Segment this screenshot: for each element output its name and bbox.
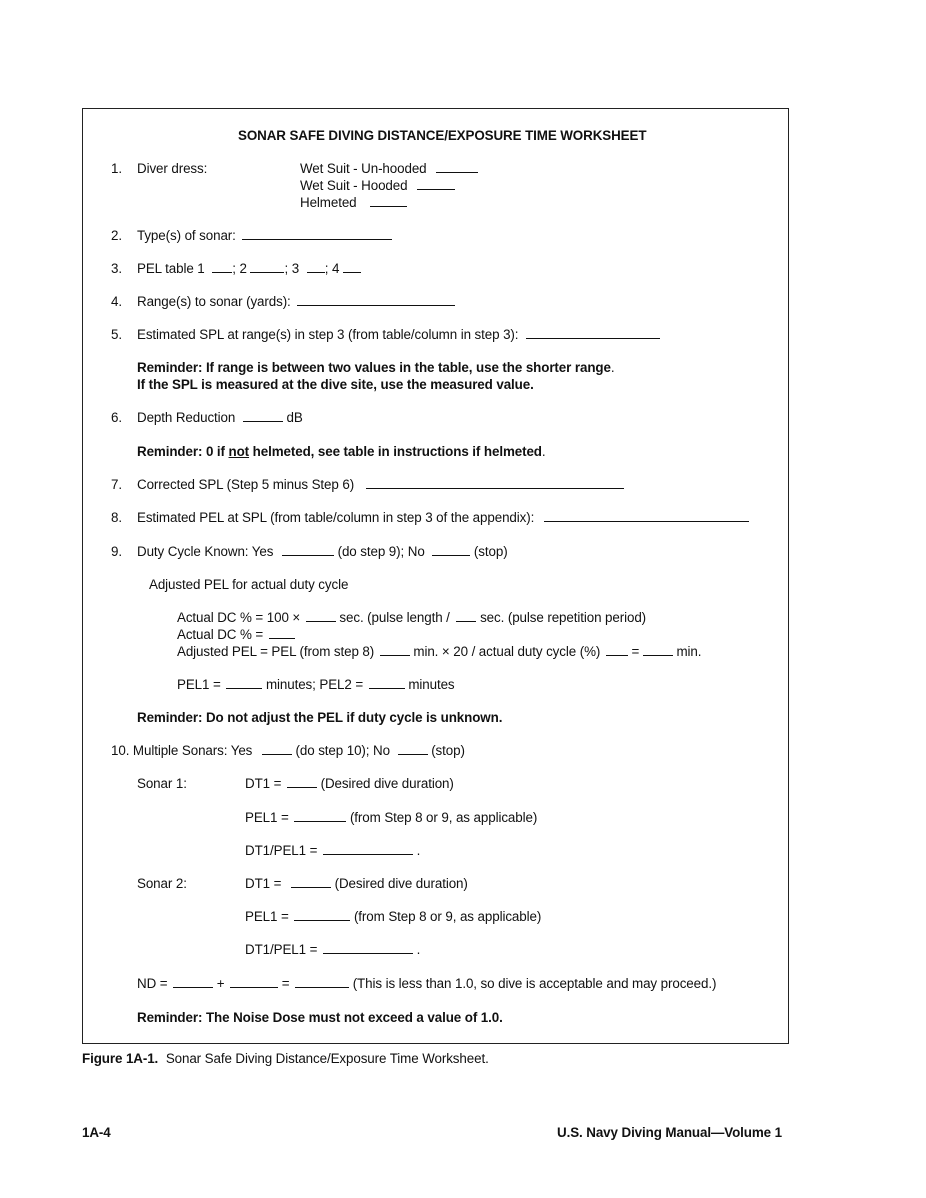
- sonar2-label: Sonar 2:: [137, 876, 187, 891]
- sonar1-pel-note: (from Step 8 or 9, as applicable): [349, 810, 538, 825]
- item4-row: [137, 294, 455, 310]
- sonar1-ratio-blank[interactable]: [323, 843, 413, 855]
- item3-number: 3.: [111, 261, 122, 276]
- nd-result-blank[interactable]: [295, 976, 349, 988]
- pulse-length-blank[interactable]: [306, 610, 336, 622]
- sonar2-pel-row: [245, 909, 541, 925]
- nd-term1-blank[interactable]: [173, 976, 213, 988]
- item6-row: [137, 410, 303, 426]
- figure-caption-number: Figure 1A-1.: [82, 1051, 159, 1066]
- hooded-blank[interactable]: [417, 178, 455, 190]
- sonar1-pel-label: PEL1 =: [245, 810, 289, 825]
- range-blank[interactable]: [297, 294, 455, 306]
- adjusted-pel-result-blank[interactable]: [643, 644, 673, 656]
- unhooded-blank[interactable]: [436, 161, 478, 173]
- item3-row: [137, 261, 361, 277]
- sonar1-dt-note: (Desired dive duration): [320, 776, 454, 791]
- sonar2-ratio-label: DT1/PEL1 =: [245, 942, 318, 957]
- pel-minutes-b: minutes; PEL2 =: [265, 677, 364, 692]
- item6-label: Depth Reduction: [137, 410, 236, 425]
- nd-label: ND =: [137, 976, 168, 991]
- nd-equals: =: [281, 976, 290, 991]
- reminder-depth-pre: Reminder: 0 if: [137, 444, 229, 459]
- figure-caption: [82, 1051, 489, 1067]
- item9-number: 9.: [111, 544, 122, 559]
- depth-reduction-blank[interactable]: [243, 410, 283, 422]
- noise-dose-row: [137, 976, 716, 992]
- dress-option-hooded: [300, 178, 455, 194]
- dc-line3-d: min.: [676, 644, 702, 659]
- item9-row: [137, 544, 508, 560]
- dc-line3-b: min. × 20 / actual duty cycle (%): [413, 644, 601, 659]
- dc-line3-a: Adjusted PEL = PEL (from step 8): [177, 644, 375, 659]
- pulse-period-blank[interactable]: [456, 610, 476, 622]
- pel-table2-blank[interactable]: [250, 261, 284, 273]
- sonar1-ratio-period: .: [416, 843, 421, 858]
- item7-row: [137, 477, 624, 493]
- item3-label: PEL table 1: [137, 261, 205, 276]
- dc-line1: [177, 610, 646, 626]
- sonar1-pel-row: [245, 810, 537, 826]
- sonar2-dt-note: (Desired dive duration): [334, 876, 468, 891]
- dress-option-hooded-label: Wet Suit - Hooded: [300, 178, 408, 193]
- sonar1-ratio-row: [245, 843, 420, 859]
- dress-option-helmeted: [300, 195, 407, 211]
- footer-manual-title: U.S. Navy Diving Manual—Volume 1: [557, 1125, 782, 1140]
- reminder-duty-cycle: Reminder: Do not adjust the PEL if duty cycle is unknown.: [137, 710, 503, 725]
- reminder-depth: [137, 444, 546, 460]
- item5-row: [137, 327, 660, 343]
- item7-number: 7.: [111, 477, 122, 492]
- actual-dc-blank[interactable]: [269, 627, 295, 639]
- item10-row: [111, 743, 465, 759]
- sonar1-dt-label: DT1 =: [245, 776, 282, 791]
- duty-cycle-pct-blank[interactable]: [606, 644, 628, 656]
- item1-label: Diver dress:: [137, 161, 208, 176]
- item8-label: Estimated PEL at SPL (from table/column in step 3 of the appendix):: [137, 510, 535, 525]
- sonar2-pel-note: (from Step 8 or 9, as applicable): [353, 909, 542, 924]
- sonar2-ratio-row: [245, 942, 420, 958]
- pel2-minutes-blank[interactable]: [369, 677, 405, 689]
- dc-line1-c: sec. (pulse repetition period): [480, 610, 647, 625]
- pel-table3-blank[interactable]: [307, 261, 325, 273]
- helmeted-blank[interactable]: [370, 195, 407, 207]
- reminder-range-period: .: [610, 360, 615, 375]
- dc-line2: [177, 627, 295, 643]
- dress-option-helmeted-label: Helmeted: [300, 195, 357, 210]
- reminder-noise-dose: Reminder: The Noise Dose must not exceed a value of 1.0.: [137, 1010, 503, 1025]
- sonar2-dt-label: DT1 =: [245, 876, 282, 891]
- sonar1-dt-row: [245, 776, 454, 792]
- item9-yes-note: (do step 9); No: [337, 544, 425, 559]
- reminder-depth-post: helmeted, see table in instructions if helmeted: [249, 444, 542, 459]
- dc-line1-a: Actual DC % = 100 ×: [177, 610, 301, 625]
- item7-label: Corrected SPL (Step 5 minus Step 6): [137, 477, 355, 492]
- dress-option-unhooded-label: Wet Suit - Un-hooded: [300, 161, 427, 176]
- multiple-sonars-no-blank[interactable]: [398, 743, 428, 755]
- item2-number: 2.: [111, 228, 122, 243]
- reminder-depth-period: .: [541, 444, 546, 459]
- reminder-range-line1: [137, 360, 614, 376]
- item10-no-note: (stop): [431, 743, 465, 758]
- pel-step8-blank[interactable]: [380, 644, 410, 656]
- footer-page-number: 1A-4: [82, 1125, 111, 1140]
- duty-cycle-no-blank[interactable]: [432, 544, 470, 556]
- sonar2-pel-blank[interactable]: [294, 909, 350, 921]
- dc-line3: [177, 644, 701, 660]
- pel-table4-label: ; 4: [324, 261, 340, 276]
- item2-label: Type(s) of sonar:: [137, 228, 236, 243]
- estimated-spl-blank[interactable]: [526, 327, 660, 339]
- item4-label: Range(s) to sonar (yards):: [137, 294, 291, 309]
- reminder-range-line2: If the SPL is measured at the dive site, use the measured value.: [137, 377, 534, 392]
- pel-table3-label: ; 3: [284, 261, 300, 276]
- multiple-sonars-yes-blank[interactable]: [262, 743, 292, 755]
- sonar2-dt-blank[interactable]: [291, 876, 331, 888]
- pel-table4-blank[interactable]: [343, 261, 361, 273]
- sonar2-dt-row: [245, 876, 468, 892]
- item5-number: 5.: [111, 327, 122, 342]
- worksheet-frame: [82, 108, 789, 1044]
- item10-yes-note: (do step 10); No: [295, 743, 390, 758]
- item4-number: 4.: [111, 294, 122, 309]
- nd-plus: +: [216, 976, 225, 991]
- item5-label: Estimated SPL at range(s) in step 3 (from table/column in step 3):: [137, 327, 519, 342]
- item6-number: 6.: [111, 410, 122, 425]
- pel-minutes-c: minutes: [408, 677, 455, 692]
- item8-number: 8.: [111, 510, 122, 525]
- pel-table1-blank[interactable]: [212, 261, 232, 273]
- reminder-range-text: Reminder: If range is between two values in the table, use the shorter range: [137, 360, 611, 375]
- item8-row: [137, 510, 749, 526]
- sonar1-ratio-label: DT1/PEL1 =: [245, 843, 318, 858]
- sonar2-ratio-period: .: [416, 942, 421, 957]
- item9-no-note: (stop): [473, 544, 508, 559]
- pel-minutes-a: PEL1 =: [177, 677, 221, 692]
- sonar1-pel-blank[interactable]: [294, 810, 346, 822]
- item10-label: 10. Multiple Sonars: Yes: [111, 743, 253, 758]
- duty-cycle-yes-blank[interactable]: [282, 544, 334, 556]
- dc-line1-b: sec. (pulse length /: [339, 610, 450, 625]
- item1-number: 1.: [111, 161, 122, 176]
- item2-row: [137, 228, 392, 244]
- dress-option-unhooded: [300, 161, 478, 177]
- worksheet-title: SONAR SAFE DIVING DISTANCE/EXPOSURE TIME WORKSHEET: [238, 128, 647, 143]
- pel-table2-label: ; 2: [232, 261, 247, 276]
- sonar1-label: Sonar 1:: [137, 776, 187, 791]
- corrected-spl-blank[interactable]: [366, 477, 624, 489]
- sonar2-ratio-blank[interactable]: [323, 942, 413, 954]
- estimated-pel-blank[interactable]: [544, 510, 749, 522]
- sonar2-pel-label: PEL1 =: [245, 909, 289, 924]
- dc-line2-label: Actual DC % =: [177, 627, 264, 642]
- pel1-minutes-blank[interactable]: [226, 677, 262, 689]
- sonar-type-blank[interactable]: [242, 228, 392, 240]
- nd-note: (This is less than 1.0, so dive is acceptable and may proceed.): [352, 976, 717, 991]
- sonar1-dt-blank[interactable]: [287, 776, 317, 788]
- figure-caption-text: Sonar Safe Diving Distance/Exposure Time Worksheet.: [165, 1051, 489, 1066]
- nd-term2-blank[interactable]: [230, 976, 278, 988]
- item6-unit: dB: [286, 410, 303, 425]
- pel-minutes-row: [177, 677, 455, 693]
- adjusted-pel-heading: Adjusted PEL for actual duty cycle: [149, 577, 349, 592]
- dc-line3-c: =: [631, 644, 640, 659]
- reminder-depth-not: not: [228, 444, 250, 459]
- item9-label: Duty Cycle Known: Yes: [137, 544, 274, 559]
